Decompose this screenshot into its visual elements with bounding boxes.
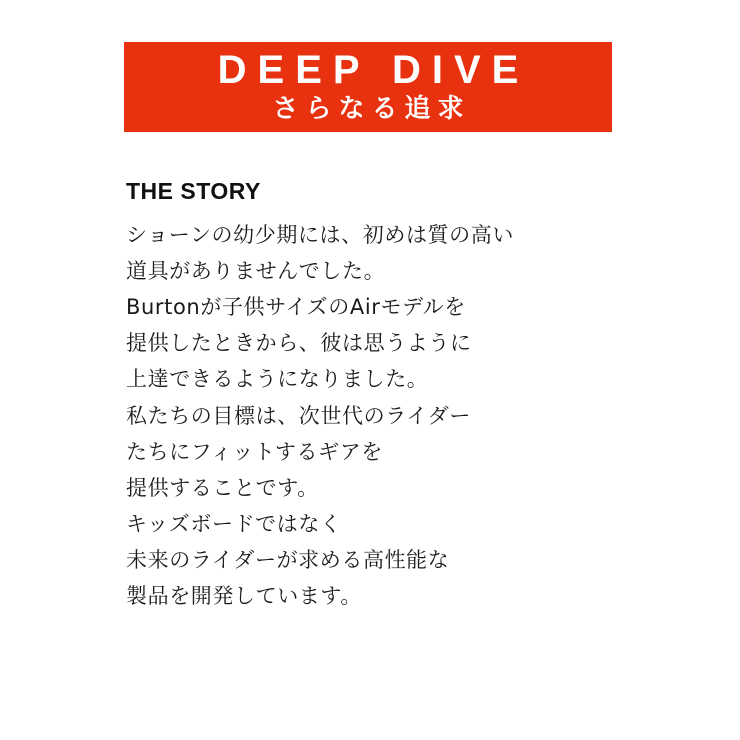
story-heading: THE STORY (126, 178, 261, 204)
story-line: 提供したときから、彼は思うように (126, 331, 472, 356)
story-section (126, 178, 646, 614)
story-line: 未来のライダーが求める高性能な (126, 547, 450, 572)
story-line: ショーンの幼少期には、初めは質の高い (126, 223, 514, 247)
banner-subtitle: さらなる追求 (272, 93, 471, 124)
story-line: 私たちの目標は、次世代のライダー (126, 403, 471, 428)
story-line: Burtonが子供サイズのAirモデルを (126, 295, 466, 320)
story-line: 上達できるようになりました。 (126, 367, 429, 392)
story-line: 提供することです。 (126, 475, 319, 500)
story-line: キッズボードではなく (126, 511, 342, 536)
story-line: たちにフィットするギアを (126, 439, 383, 464)
deep-dive-banner (124, 42, 612, 132)
story-line: 道具がありませんでした。 (126, 259, 386, 284)
story-body (126, 217, 646, 614)
banner-title: DEEP DIVE (217, 47, 530, 92)
story-line: 製品を開発しています。 (126, 584, 362, 609)
